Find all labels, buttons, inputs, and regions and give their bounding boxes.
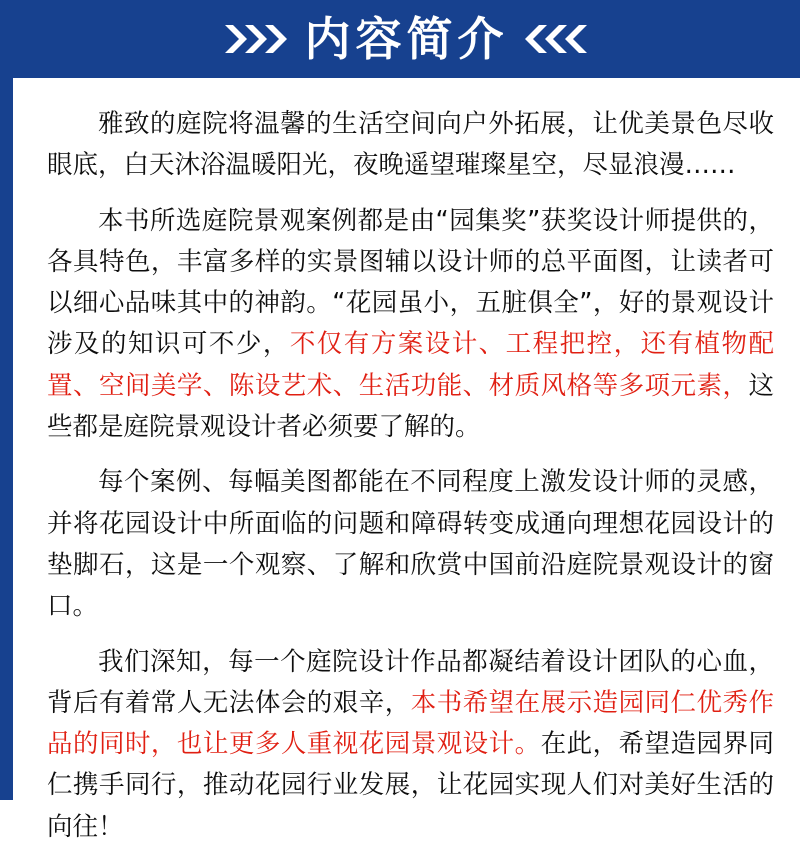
text-run: 我们深知，每一个庭院设计作品都凝结着设计团队的心血，背后有着常人无法体会的艰辛，	[47, 646, 774, 718]
highlighted-text-run: 本书希望在展示造园同仁优秀作品的同时，也让更多人重视花园景观设计。	[47, 687, 774, 760]
page-title: 内容简介	[304, 12, 509, 66]
text-run: 在此，希望造园界同仁携手同行，推动花园行业发展，让花园实现人们对美好生活的向往！	[47, 729, 774, 842]
paragraph-2	[47, 201, 774, 449]
highlighted-text-run: 不仅有方案设计、工程把控，还有植物配置、空间美学、陈设艺术、生活功能、材质风格等多项元素，	[47, 329, 774, 401]
double-chevron-left-icon	[525, 22, 589, 56]
text-run: 每个案例、每幅美图都能在不同程度上激发设计师的灵感，并将花园设计中所面临的问题和障碍转变成通向理想花园设计的垫脚石，这是一个观察、了解和欣赏中国前沿庭院景观设计的窗口。	[47, 467, 774, 622]
text-run: 雅致的庭院将温馨的生活空间向户外拓展，让优美景色尽收眼底，白天沐浴温暖阳光，夜晚遥望璀璨星空，尽显浪漫……	[47, 109, 774, 181]
body-content	[13, 78, 800, 848]
double-chevron-right-icon	[225, 22, 289, 56]
paragraph-4	[47, 642, 774, 848]
text-run: 这些都是庭院景观设计者必须要了解的。	[47, 370, 774, 443]
paragraph-3	[47, 462, 774, 627]
paragraph-1	[47, 104, 774, 187]
section-header-banner	[13, 0, 800, 78]
text-run: 本书所选庭院景观案例都是由“园集奖”获奖设计师提供的，各具特色，丰富多样的实景图辅以设计师的总平面图，让读者可以细心品味其中的神韵。“花园虽小，五脏俱全”，好的景观设计涉及的知识可不少，	[47, 205, 774, 360]
